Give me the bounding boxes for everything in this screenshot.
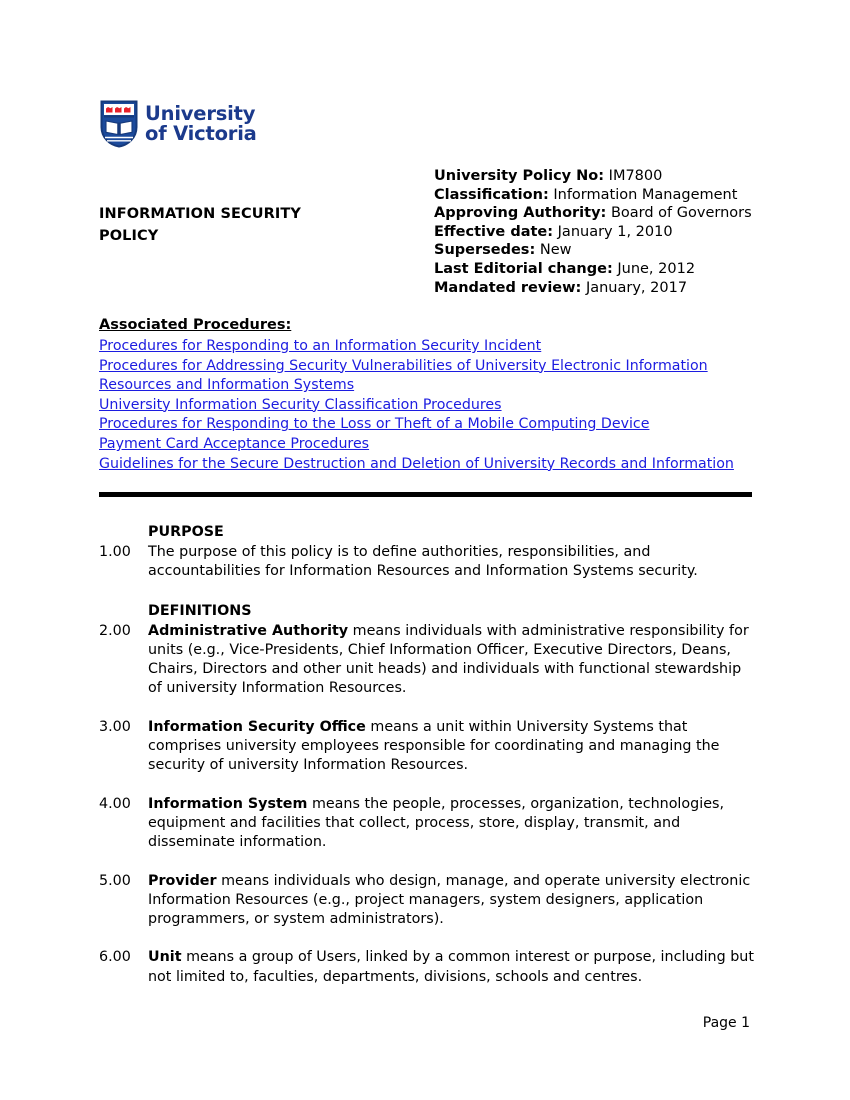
meta-value-supersedes: New [535,242,572,259]
clause-number: 2.00 [99,622,131,639]
meta-label-supersedes: Supersedes: [434,242,536,259]
clause-body: The purpose of this policy is to define authorities, responsibilities, and accountabilities for Information Resources and Information Systems security. [148,544,698,580]
page-title-line-2: POLICY [99,228,159,244]
clause-number: 4.00 [99,795,131,812]
page-footer [0,1015,750,1031]
list-item[interactable] [99,396,754,416]
procedure-link-5[interactable]: Payment Card Acceptance Procedures [99,435,370,452]
clause-term: Provider [148,872,217,889]
associated-procedures-heading: Associated Procedures: [99,317,292,333]
meta-label-mandated-review: Mandated review: [434,279,582,296]
procedure-link-4[interactable]: Procedures for Responding to the Loss or Theft of a Mobile Computing Device [99,416,650,433]
procedure-link-1[interactable]: Procedures for Responding to an Information Security Incident [99,338,542,354]
list-item[interactable] [99,435,754,455]
clause-text [148,872,754,930]
definitions-heading: DEFINITIONS [148,602,252,619]
meta-label-last-editorial-change: Last Editorial change: [434,260,613,277]
list-item[interactable] [99,337,754,357]
clause-term: Unit [148,949,182,966]
meta-row-supersedes [434,241,764,260]
clause-number: 1.00 [99,544,131,560]
meta-value-effective-date: January 1, 2010 [553,223,673,240]
procedure-link-6[interactable]: Guidelines for the Secure Destruction and Deletion of University Records and Information [99,455,734,472]
clause-body: means a group of Users, linked by a common interest or purpose, including but not limited to, faculties, departments, divisions, schools and centres. [148,949,754,985]
meta-value-policy-no: IM7800 [604,168,663,184]
clause-term: Administrative Authority [148,622,349,639]
meta-label-approving-authority: Approving Authority: [434,205,607,222]
procedure-link-2[interactable]: Procedures for Addressing Security Vulnerabilities of University Electronic Information Resources and Information Systems [99,357,708,394]
meta-value-mandated-review: January, 2017 [581,279,688,296]
clause-text [148,622,754,699]
clause-text [148,543,754,582]
meta-label-effective-date: Effective date: [434,223,554,240]
purpose-heading: PURPOSE [148,524,224,540]
uvic-logo [100,100,257,148]
clause-body: means individuals who design, manage, and operate university electronic Information Resources (e.g., project managers, system designers, application programmers, or system administrators). [148,872,751,928]
clause-body: means individuals with administrative responsibility for units (e.g., Vice-Presidents, Chief Information Officer, Executive Directors, Deans, Chairs, Directors and other unit heads) and individuals with functional stewardship of university Information Resources. [148,622,749,697]
clause-3 [99,718,754,776]
meta-label-policy-no: University Policy No: [434,168,605,184]
associated-procedures-section [99,315,754,474]
clause-4 [99,795,754,853]
clause-number: 5.00 [99,872,131,889]
page-number: Page 1 [702,1015,750,1031]
clause-text [148,948,754,987]
wordmark-line-2: of Victoria [145,122,257,145]
policy-body [99,522,754,987]
procedure-link-3[interactable]: University Information Security Classification Procedures [99,396,502,413]
clause-number: 3.00 [99,718,131,735]
meta-row-last-editorial-change [434,260,764,279]
clause-term: Information Security Office [148,718,366,735]
section-divider [99,492,752,497]
clause-number: 6.00 [99,949,131,966]
associated-procedures-list [99,337,754,474]
clause-term: Information System [148,795,308,812]
page-title-line-1: INFORMATION SECURITY [99,206,301,222]
list-item[interactable] [99,357,754,396]
page-title [99,203,419,247]
meta-row-mandated-review [434,279,764,298]
meta-value-classification: Information Management [548,186,738,203]
clause-1 [99,543,754,582]
uvic-shield-icon [100,100,138,148]
meta-label-classification: Classification: [434,186,549,203]
meta-row-effective-date [434,223,764,242]
wordmark-line-1: University [145,102,256,125]
meta-value-last-editorial-change: June, 2012 [612,260,696,277]
meta-row-policy-no [434,167,764,186]
clause-2 [99,622,754,699]
clause-body: means the people, processes, organization, technologies, equipment and facilities that collect, process, store, display, transmit, and disseminate information. [148,795,724,851]
clause-text [148,718,754,776]
meta-value-approving-authority: Board of Governors [606,205,752,222]
meta-row-approving-authority [434,204,764,223]
clause-5 [99,872,754,930]
uvic-wordmark [145,104,257,144]
list-item[interactable] [99,415,754,435]
policy-metadata [434,167,764,297]
clause-text [148,795,754,853]
clause-6 [99,948,754,987]
meta-row-classification [434,186,764,205]
clause-body: means a unit within University Systems that comprises university employees responsible for coordinating and managing the security of university Information Resources. [148,718,720,774]
list-item[interactable] [99,455,754,475]
